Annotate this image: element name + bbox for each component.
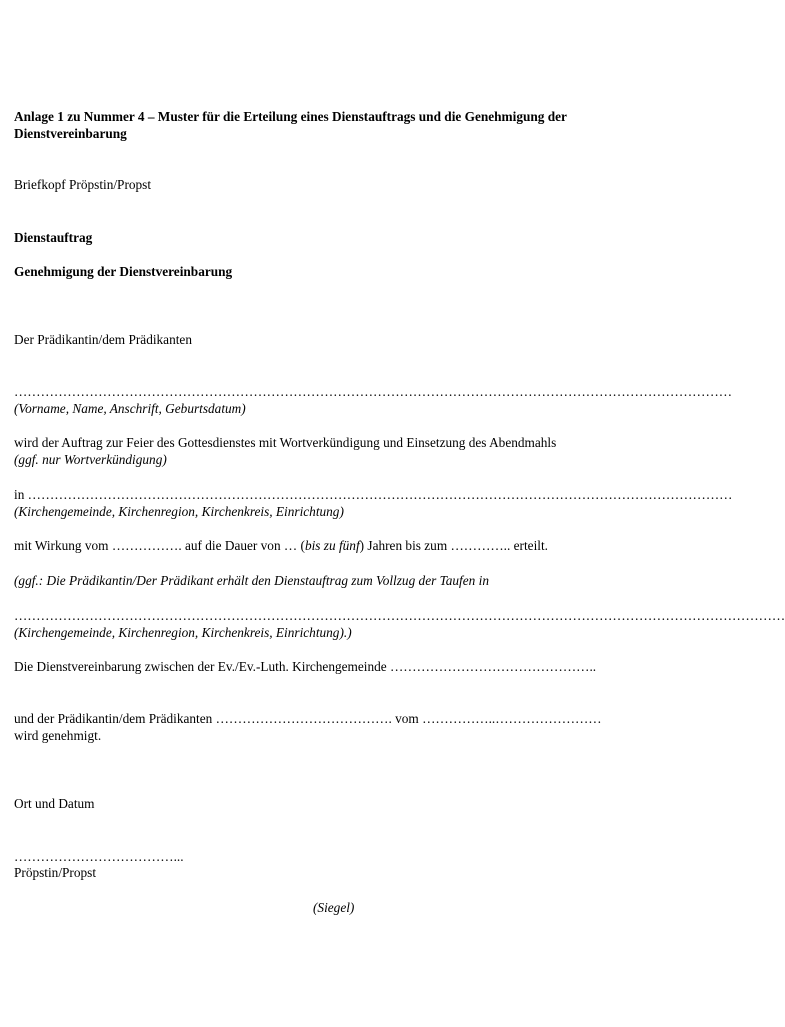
agreement-line-2: und der Prädikantin/dem Prädikanten …………………………………. vom ……………..…………………… — [14, 711, 602, 726]
signature-dotted-line: ………………………………... — [14, 849, 184, 864]
in-line — [14, 486, 733, 503]
effect-part-b: bis zu fünf — [304, 538, 360, 553]
in-prefix: in — [14, 487, 25, 502]
seal-label: (Siegel) — [313, 900, 355, 915]
heading-dienstauftrag: Dienstauftrag — [14, 230, 93, 245]
document-title-line-2: Dienstvereinbarung — [14, 126, 127, 141]
effect-part-a: mit Wirkung vom ……………. auf die Dauer von … ( — [14, 538, 305, 553]
approved-line: wird genehmigt. — [14, 728, 102, 743]
signer-label: Pröpstin/Propst — [14, 865, 97, 880]
place-date-label: Ort und Datum — [14, 796, 95, 811]
mandate-hint: (ggf. nur Wortverkündigung) — [14, 452, 167, 467]
effect-part-c: ) Jahren bis zum ………….. erteilt. — [359, 538, 548, 553]
mandate-line: wird der Auftrag zur Feier des Gottesdienstes mit Wortverkündigung und Einsetzung des Abendmahls — [14, 435, 557, 450]
heading-genehmigung: Genehmigung der Dienstvereinbarung — [14, 264, 233, 279]
agreement-line: Die Dienstvereinbarung zwischen der Ev./Ev.-Luth. Kirchengemeinde ……………………………………….. — [14, 659, 597, 674]
letterhead: Briefkopf Pröpstin/Propst — [14, 177, 152, 192]
effect-line — [14, 537, 548, 554]
document-title-line-1: Anlage 1 zu Nummer 4 – Muster für die Erteilung eines Dienstauftrags und die Genehmigung der — [14, 109, 567, 124]
in-hint: (Kirchengemeinde, Kirchenregion, Kirchenkreis, Einrichtung) — [14, 504, 344, 519]
in-dotted-line: …………………………………………………………………………………………………………………………………………… — [27, 487, 733, 502]
recipient-line: Der Prädikantin/dem Prädikanten — [14, 332, 192, 347]
baptism-dotted-line: ………………………………………………………………………………………………………………………………………………………… — [14, 608, 785, 623]
name-hint: (Vorname, Name, Anschrift, Geburtsdatum) — [14, 401, 246, 416]
name-dotted-line: ……………………………………………………………………………………………………………………………………………… — [14, 384, 733, 399]
baptism-line: (ggf.: Die Prädikantin/Der Prädikant erhält den Dienstauftrag zum Vollzug der Taufen in — [14, 573, 489, 588]
baptism-hint: (Kirchengemeinde, Kirchenregion, Kirchenkreis, Einrichtung).) — [14, 625, 352, 640]
